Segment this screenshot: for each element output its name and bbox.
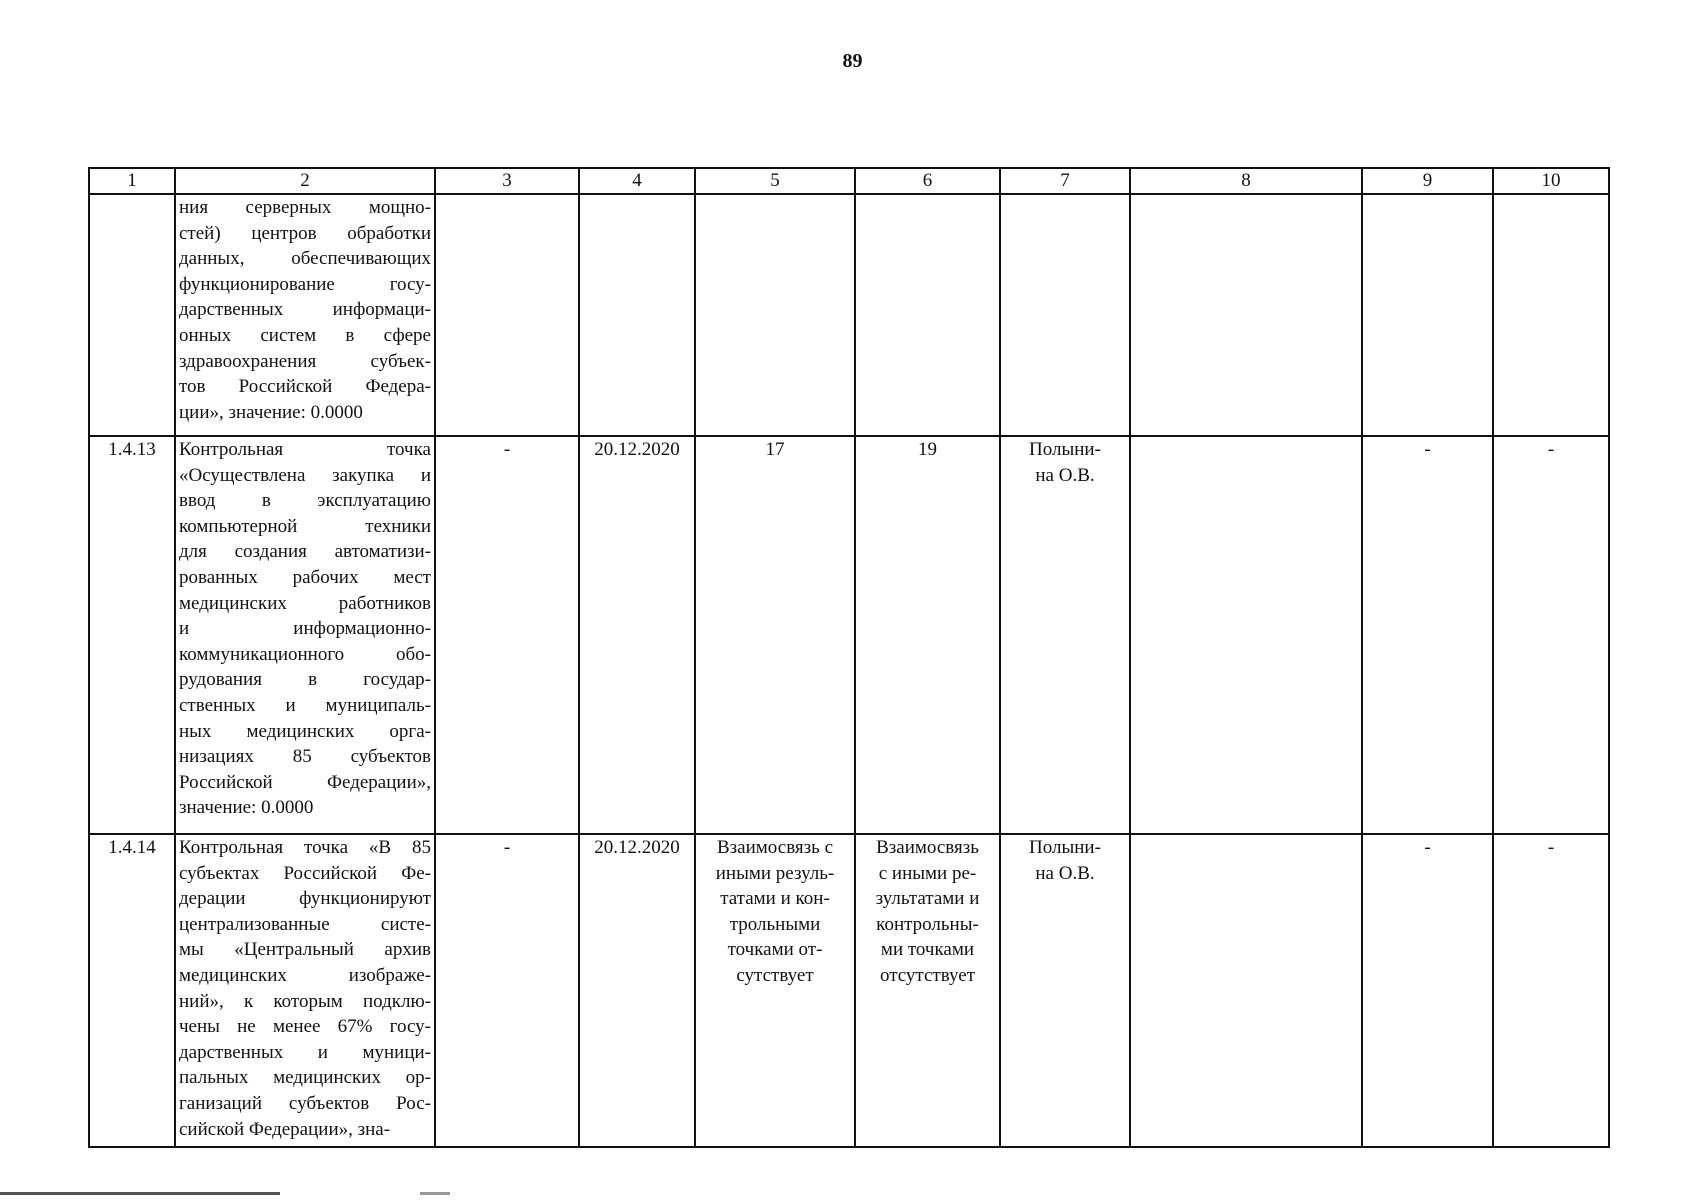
column-header-8: 8 xyxy=(1130,168,1362,194)
description-line: сийской Федерации», зна- xyxy=(179,1118,391,1140)
cell-col-3: - xyxy=(435,436,579,834)
description-line: для создания автоматизи- xyxy=(179,541,431,563)
table-row xyxy=(89,834,1609,1147)
column-header-3: 3 xyxy=(435,168,579,194)
date-cell: 20.12.2020 xyxy=(579,436,695,834)
table-row xyxy=(89,436,1609,834)
cell-col-5: Взаимосвязь с иными резуль- татами и кон- трольными точками от- сутствует xyxy=(695,834,855,1147)
cell-col-10: - xyxy=(1493,436,1609,834)
description-line: централизованные систе- xyxy=(179,913,431,935)
description-line: значение: 0.0000 xyxy=(179,797,314,819)
description-line: рованных рабочих мест xyxy=(179,566,431,588)
description-line: ввод в эксплуатацию xyxy=(179,490,431,512)
description-line: ний», к которым подклю- xyxy=(179,990,431,1012)
column-header-5: 5 xyxy=(695,168,855,194)
row-number-cell: 1.4.13 xyxy=(89,436,175,834)
description-line: данных, обеспечивающих xyxy=(179,248,431,270)
description-line: пальных медицинских ор- xyxy=(179,1067,431,1089)
description-line: медицинских изображе- xyxy=(179,964,431,986)
column-header-7: 7 xyxy=(1000,168,1130,194)
scan-artifact-line xyxy=(0,1192,280,1195)
column-header-10: 10 xyxy=(1493,168,1609,194)
cell-col-3: - xyxy=(435,834,579,1147)
description-line: Контрольная точка «В 85 xyxy=(179,837,431,858)
description-line: коммуникационного обо- xyxy=(179,643,431,665)
row-number-cell xyxy=(89,194,175,436)
column-header-1: 1 xyxy=(89,168,175,194)
scan-artifact-line xyxy=(420,1192,450,1195)
column-header-2: 2 xyxy=(175,168,435,194)
description-line: ния серверных мощно- xyxy=(179,197,431,218)
description-line: здравоохранения субъек- xyxy=(179,350,431,372)
description-line: ции», значение: 0.0000 xyxy=(179,401,363,423)
description-line: низациях 85 субъектов xyxy=(179,746,431,768)
description-line: медицинских работников xyxy=(179,592,431,614)
description-line: ных медицинских орга- xyxy=(179,720,431,742)
page-number: 89 xyxy=(842,50,863,72)
description-cell xyxy=(175,436,435,834)
description-line: чены не менее 67% госу- xyxy=(179,1016,431,1038)
schedule-table xyxy=(88,167,1610,1148)
row-number-cell: 1.4.14 xyxy=(89,834,175,1147)
description-line: ганизаций субъектов Рос- xyxy=(179,1092,431,1114)
description-line: тов Российской Федера- xyxy=(179,376,431,398)
description-line: стей) центров обработки xyxy=(179,222,431,244)
description-line: Контрольная точка xyxy=(179,439,431,460)
responsible-cell: Полыни- на О.В. xyxy=(1000,834,1130,1147)
description-line: дарственных и муници- xyxy=(179,1041,431,1063)
cell-col-8 xyxy=(1130,834,1362,1147)
date-cell xyxy=(579,194,695,436)
cell-col-9: - xyxy=(1362,436,1493,834)
date-cell: 20.12.2020 xyxy=(579,834,695,1147)
description-cell xyxy=(175,834,435,1147)
description-line: дерации функционируют xyxy=(179,888,431,910)
description-line: дарственных информаци- xyxy=(179,299,431,321)
description-cell xyxy=(175,194,435,436)
cell-col-5 xyxy=(695,194,855,436)
description-line: ственных и муниципаль- xyxy=(179,694,431,716)
cell-col-5: 17 xyxy=(695,436,855,834)
description-line: онных систем в сфере xyxy=(179,324,431,346)
description-line: субъектах Российской Фе- xyxy=(179,862,431,884)
cell-col-6: Взаимосвязь с иными ре- зультатами и контрольны- ми точками отсутствует xyxy=(855,834,1000,1147)
column-header-9: 9 xyxy=(1362,168,1493,194)
cell-col-9 xyxy=(1362,194,1493,436)
cell-col-10: - xyxy=(1493,834,1609,1147)
cell-col-6: 19 xyxy=(855,436,1000,834)
table-row xyxy=(89,194,1609,436)
cell-col-10 xyxy=(1493,194,1609,436)
description-line: мы «Центральный архив xyxy=(179,939,431,961)
description-line: и информационно- xyxy=(179,618,431,640)
cell-col-6 xyxy=(855,194,1000,436)
description-line: «Осуществлена закупка и xyxy=(179,464,431,486)
description-line: функционирование госу- xyxy=(179,273,431,295)
description-line: рудования в государ- xyxy=(179,669,431,691)
description-line: компьютерной техники xyxy=(179,515,431,537)
cell-col-9: - xyxy=(1362,834,1493,1147)
column-header-4: 4 xyxy=(579,168,695,194)
responsible-cell: Полыни- на О.В. xyxy=(1000,436,1130,834)
column-header-6: 6 xyxy=(855,168,1000,194)
header-row xyxy=(89,168,1609,194)
cell-col-8 xyxy=(1130,194,1362,436)
cell-col-3 xyxy=(435,194,579,436)
description-line: Российской Федерации», xyxy=(179,771,431,793)
responsible-cell xyxy=(1000,194,1130,436)
cell-col-8 xyxy=(1130,436,1362,834)
